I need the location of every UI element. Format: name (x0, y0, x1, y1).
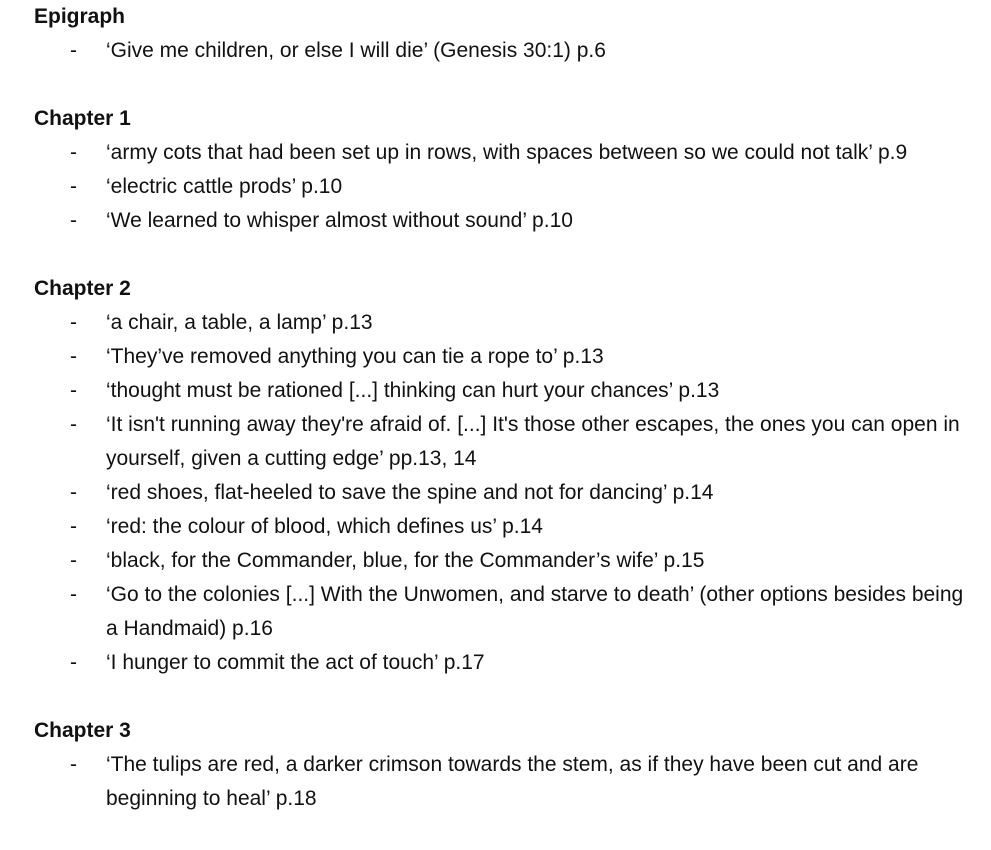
dash-bullet: - (70, 753, 77, 776)
quote-text: ‘Give me children, or else I will die’ (Genesis 30:1) p.6 (106, 39, 606, 62)
list-item (34, 748, 974, 816)
section-chapter-2 (34, 272, 974, 680)
quote-text: ‘The tulips are red, a darker crimson towards the stem, as if they have been cut and are beginning to heal’ p.18 (106, 753, 919, 810)
quote-text: ‘electric cattle prods’ p.10 (106, 175, 343, 198)
quote-text: ‘I hunger to commit the act of touch’ p.17 (106, 651, 485, 674)
list-item (34, 510, 974, 544)
section-heading: Epigraph (34, 5, 126, 28)
list-item (34, 340, 974, 374)
section-heading: Chapter 2 (34, 277, 131, 300)
list-item (34, 204, 974, 238)
document-body (34, 0, 974, 850)
quote-text: ‘red: the colour of blood, which defines us’ p.14 (106, 515, 543, 538)
quote-text: ‘They’ve removed anything you can tie a rope to’ p.13 (106, 345, 604, 368)
dash-bullet: - (70, 209, 77, 232)
quote-text: ‘thought must be rationed [...] thinking can hurt your chances’ p.13 (106, 379, 720, 402)
dash-bullet: - (70, 549, 77, 572)
list-item (34, 136, 974, 170)
section-chapter-1 (34, 102, 974, 238)
quote-text: ‘red shoes, flat-heeled to save the spine and not for dancing’ p.14 (106, 481, 714, 504)
list-item (34, 408, 974, 476)
dash-bullet: - (70, 651, 77, 674)
quote-text: ‘It isn't running away they're afraid of. [...] It's those other escapes, the ones you can open in yourself, given a cutting edge’ pp.13, 14 (106, 413, 960, 470)
list-item (34, 306, 974, 340)
dash-bullet: - (70, 345, 77, 368)
section-chapter-3 (34, 714, 974, 816)
list-item (34, 544, 974, 578)
dash-bullet: - (70, 39, 77, 62)
quote-text: ‘We learned to whisper almost without sound’ p.10 (106, 209, 573, 232)
quote-text: ‘army cots that had been set up in rows, with spaces between so we could not talk’ p.9 (106, 141, 908, 164)
quote-text: ‘a chair, a table, a lamp’ p.13 (106, 311, 373, 334)
dash-bullet: - (70, 413, 77, 436)
list-item (34, 170, 974, 204)
section-heading: Chapter 3 (34, 719, 131, 742)
section-epigraph (34, 0, 974, 68)
dash-bullet: - (70, 583, 77, 606)
section-heading: Chapter 1 (34, 107, 131, 130)
quote-text: ‘Go to the colonies [...] With the Unwomen, and starve to death’ (other options besides being a Handmaid) p.16 (106, 583, 964, 640)
dash-bullet: - (70, 175, 77, 198)
dash-bullet: - (70, 141, 77, 164)
list-item (34, 578, 974, 646)
dash-bullet: - (70, 379, 77, 402)
dash-bullet: - (70, 311, 77, 334)
quote-text: ‘black, for the Commander, blue, for the Commander’s wife’ p.15 (106, 549, 705, 572)
dash-bullet: - (70, 515, 77, 538)
list-item (34, 646, 974, 680)
list-item (34, 476, 974, 510)
list-item (34, 374, 974, 408)
list-item (34, 34, 974, 68)
dash-bullet: - (70, 481, 77, 504)
